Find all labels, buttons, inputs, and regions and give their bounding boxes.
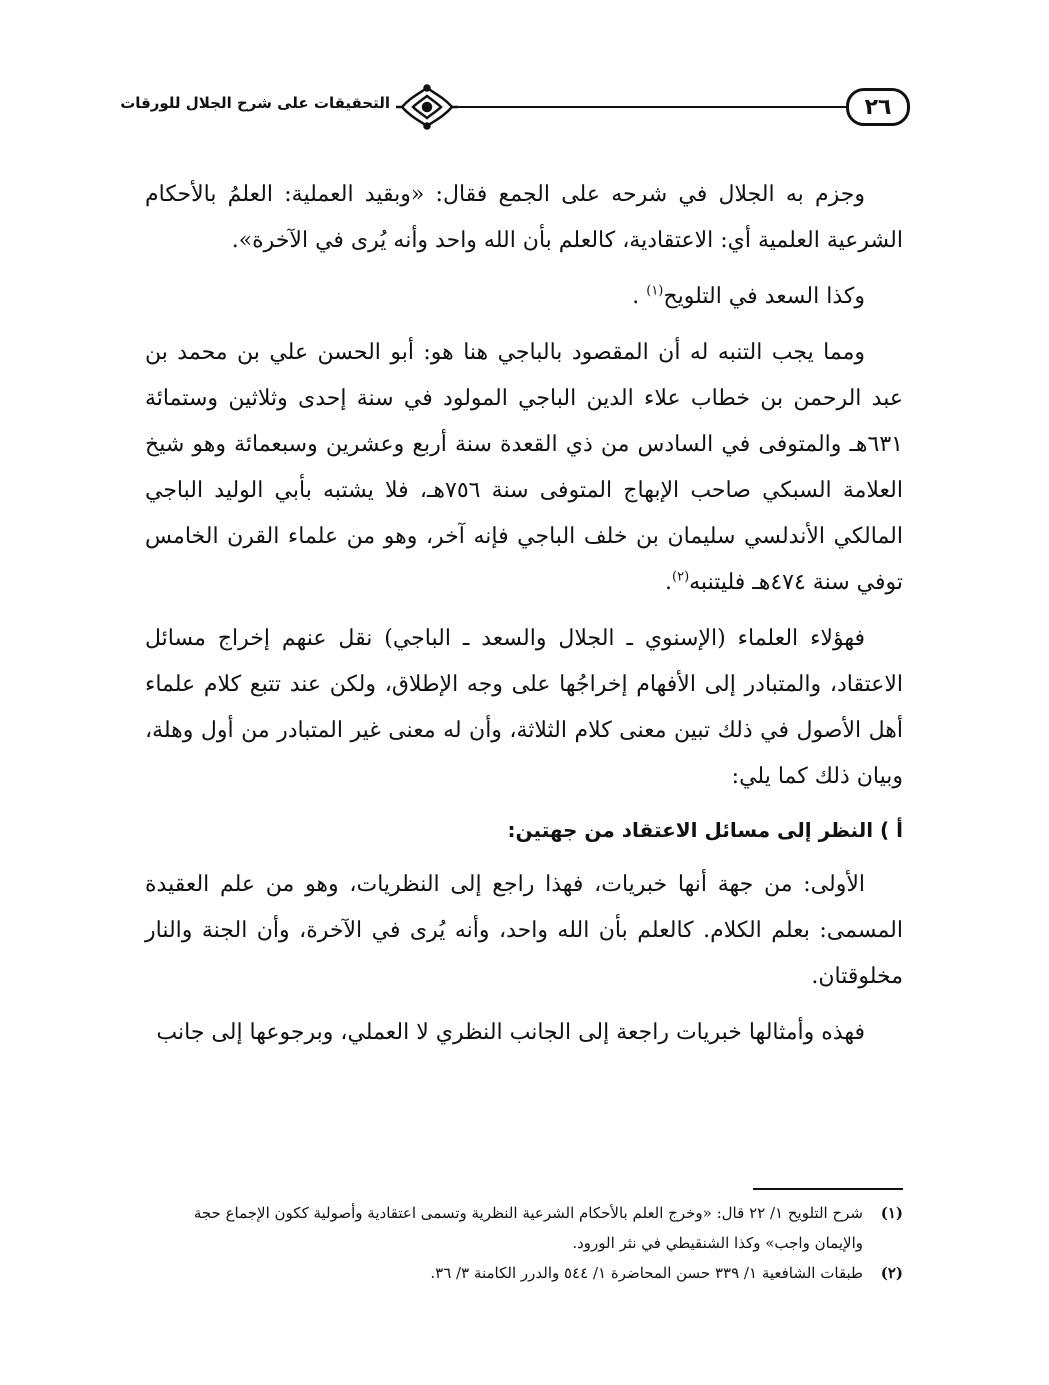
footnote-2 xyxy=(145,1258,903,1288)
paragraph-2-text: وكذا السعد في التلويح xyxy=(663,284,865,309)
footnote-2-mark: (٢) xyxy=(880,1264,903,1282)
footnote-ref-2[interactable]: (٢) xyxy=(672,569,690,585)
paragraph-3-text: ومما يجب التنبه له أن المقصود بالباجي هنا هو: أبو الحسن علي بن محمد بن عبد الرحمن بن خطاب علاء الدين الباجي المولود في سنة إحدى وثلاثين وستمائة ٦٣١هـ والمتوفى في السادس من ذي القعدة سنة أربع وعشرين وسبعمائة وهو شيخ العلامة السبكي صاحب الإبهاج المتوفى سنة ٧٥٦هـ، فلا يشتبه بأبي الوليد الباجي المالكي الأندلسي سليمان بن خلف الباجي فإنه آخر، وهو من علماء القرن الخامس توفي سنة ٤٧٤هـ فليتنبه xyxy=(145,340,903,595)
page-header xyxy=(120,84,910,134)
paragraph-4: فهؤلاء العلماء (الإسنوي ـ الجلال والسعد ـ الباجي) نقل عنهم إخراج مسائل الاعتقاد، والمتبادر إلى الأفهام إخراجُها على وجه الإطلاق، ولكن عند تتبع كلام علماء أهل الأصول في ذلك تبين معنى كلام الثلاثة، وأن له معنى غير المتبادر من أول وهلة، وبيان ذلك كما يلي: xyxy=(145,626,903,789)
footnote-ref-1[interactable]: (١) xyxy=(646,283,664,299)
paragraph-2 xyxy=(145,274,903,320)
paragraph-3 xyxy=(145,330,903,606)
running-title: التحقيقات على شرح الجلال للورقات xyxy=(120,94,390,112)
footnote-1-mark: (١) xyxy=(880,1204,903,1222)
footnote-2-text: طبقات الشافعية ١/ ٣٣٩ حسن المحاضرة ١/ ٥٤٤ والدرر الكامنة ٣/ ٣٦. xyxy=(430,1264,863,1282)
section-heading: أ ) النظر إلى مسائل الاعتقاد من جهتين: xyxy=(507,818,903,842)
header-rule xyxy=(458,106,848,108)
paragraph-6: فهذه وأمثالها خبريات راجعة إلى الجانب النظري لا العملي، وبرجوعها إلى جانب xyxy=(156,1020,865,1045)
page-number: ٢٦ xyxy=(846,88,910,126)
main-text xyxy=(145,172,903,1066)
ornament-icon xyxy=(392,84,462,130)
footnotes xyxy=(145,1198,903,1288)
footnote-1 xyxy=(145,1198,903,1258)
paragraph-3-end: . xyxy=(665,570,672,595)
footnote-1-text: شرح التلويح ١/ ٢٢ قال: «وخرج العلم بالأحكام الشرعية النظرية وتسمى اعتقادية وأصولية ككون الإجماع حجة والإيمان واجب» وكذا الشنقيطي في نثر الورود. xyxy=(193,1204,863,1252)
paragraph-2-end: . xyxy=(632,284,647,309)
paragraph-5: الأولى: من جهة أنها خبريات، فهذا راجع إلى النظريات، وهو من علم العقيدة المسمى: بعلم الكلام. كالعلم بأن الله واحد، وأنه يُرى في الآخرة، وأن الجنة والنار مخلوقتان. xyxy=(145,872,903,989)
footnote-separator xyxy=(753,1188,903,1190)
paragraph-1: وجزم به الجلال في شرحه على الجمع فقال: «وبقيد العملية: العلمُ بالأحكام الشرعية العلمية أي: الاعتقادية، كالعلم بأن الله واحد وأنه يُرى في الآخرة». xyxy=(145,182,903,253)
